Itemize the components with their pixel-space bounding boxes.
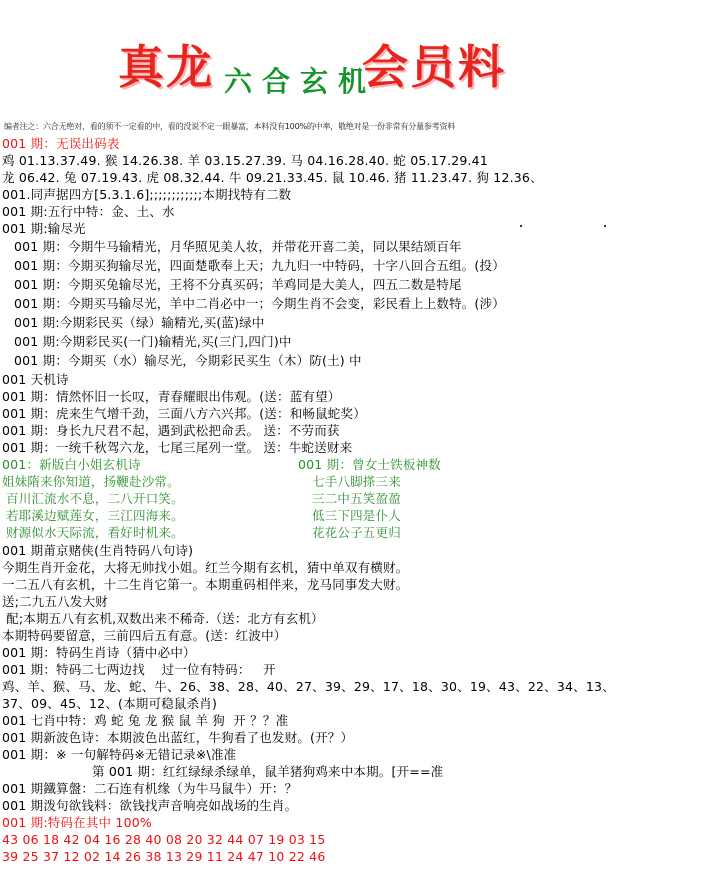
number-row-1: 43 06 18 42 04 16 28 40 08 20 32 44 07 19 03 15 [2, 832, 326, 847]
stray-dot [604, 225, 606, 227]
line-8: 001 期：今期买狗输尽光，四面楚歌奉上天；九九归一中特码，十字八回合五组。(投） [14, 258, 505, 273]
line-14: 001 天机诗 [2, 372, 69, 387]
line-16: 001 期：虎来生气增千劲，三面八方六兴邦。(送：和畅鼠蛇奖） [2, 406, 366, 421]
line-15: 001 期：情然怀旧一长叹，青春耀眼出伟观。(送：蓝有望） [2, 389, 341, 404]
line-33: 配;本期五八有玄机,双数出来不稀奇.（送：北方有玄机） [2, 611, 324, 626]
line-40: 001 期新波色诗：本期波色出蓝红，牛狗看了也发财。(开？） [2, 730, 354, 745]
poem-right-line-4: 花花公子五更归 [312, 525, 401, 540]
line-31: 一二五八有玄机，十二生肖它第一。本期重码相伴来，龙马同事发大财。 [2, 577, 409, 592]
line-35: 001 期：特码生肖诗（猜中必中） [2, 645, 196, 660]
line-32: 送;二九五八发大财 [2, 594, 109, 609]
line-17: 001 期：身长九尺君不起，遇到武松把命丢。 送：不劳而获 [2, 423, 340, 438]
poem-right-line-3: 低三下四是仆人 [312, 508, 401, 523]
poem-left-line-1: 姐妹隋来你知道，扬鞭赴沙常。 [2, 474, 180, 489]
line-6: 001 期:输尽光 [2, 221, 86, 236]
line-41: 001 期：※ 一句解特码※无错记录※\准准 [2, 747, 237, 762]
banner-middle-text: 六合玄机 [224, 65, 377, 98]
line-7: 001 期：今期牛马输精光，月华照见美人妆，并带花开喜二美，同以果结颂百年 [14, 239, 462, 254]
poem-left-line-4: 财源似水天际流，看好时机来。 [6, 525, 184, 540]
poem-right-line-2: 三二中五笑盈盈 [312, 491, 401, 506]
banner-right-text: 会员料 [362, 40, 506, 94]
poem-right-line-1: 七手八脚搽三来 [312, 474, 401, 489]
line-18: 001 期：一统千秋驾六龙，七尾三尾列一堂。 送：牛蛇送财来 [2, 440, 353, 455]
line-10: 001 期：今期买马输尽光，羊中二肖必中一；今期生肖不会变，彩民看上上数特。(涉） [14, 296, 505, 311]
line-1: 001 期：无误出码表 [2, 136, 120, 151]
line-45: 001 期:特码在其中 100% [2, 815, 152, 830]
line-4: 001.同声据四方[5.3.1.6];;;;;;;;;;;;本期找特有二数 [2, 187, 292, 202]
poem-left-line-3: 若耶溪边赋莲女，三江四海来。 [6, 508, 184, 523]
line-3: 龙 06.42. 兔 07.19.43. 虎 08.32.44. 牛 09.21.33.45. 鼠 10.46. 猪 11.23.47. 狗 12.36、 [2, 170, 543, 185]
line-36: 001 期：特码二七两边找 过一位有特码： 开 [2, 662, 276, 677]
line-34: 本期特码要留意，三前四后五有意。(送：红波中） [2, 628, 287, 643]
line-13: 001 期：今期买（水）输尽光，今期彩民买生（木）防(土) 中 [14, 353, 362, 368]
line-37: 鸡、羊、猴、马、龙、蛇、牛、26、38、28、40、27、39、29、17、18、30、19、43、22、34、13、 [2, 679, 615, 694]
line-38: 37、09、45、12、(本期可稳鼠杀肖) [2, 696, 218, 711]
line-5: 001 期:五行中特：金、土、水 [2, 204, 175, 219]
line-9: 001 期：今期买兔输尽光，王将不分真买码；羊鸡同是大美人，四五二数是特尾 [14, 277, 462, 292]
number-row-2: 39 25 37 12 02 14 26 38 13 29 11 24 47 10 22 46 [2, 849, 326, 864]
disclaimer: 编者注之：六合无绝对，看的须不一定看的中，看的没说不定一眼暴富，本料没有100%的中率，敬绝对是一份非常有分量参考资料 [4, 122, 456, 131]
line-43: 001 期鐵算盤：二石连有机缘（为牛马鼠牛）开：？ [2, 781, 298, 796]
title-banner [0, 0, 720, 116]
line-44: 001 期泼句欲钱料：欲钱找声音响亮如战场的生肖。 [2, 798, 298, 813]
banner-left-text: 真龙 [118, 40, 214, 94]
poem-left-line-2: 百川汇流水不息，二八开口笑。 [6, 491, 184, 506]
line-12: 001 期:今期彩民买(一门)输精光,买(三门,四门)中 [14, 334, 292, 349]
line-29: 001 期莆京赌侠(生肖特码八句诗) [2, 543, 194, 558]
line-11: 001 期:今期彩民买（绿）输精光,买(蓝)绿中 [14, 315, 265, 330]
line-39: 001 七肖中特：鸡 蛇 兔 龙 猴 鼠 羊 狗 开 ？？准 [2, 713, 289, 728]
poem-left-title: 001：新版白小姐玄机诗 [2, 457, 141, 472]
line-42: 第 001 期：红红绿绿杀绿单，鼠羊猪狗鸡来中本期。[开==准 [92, 764, 444, 779]
poem-right-title: 001 期：曾女士铁板神数 [298, 457, 441, 472]
line-30: 今期生肖开金花，大将无帅找小姐。红兰今期有玄机，猜中单双有横财。 [2, 560, 409, 575]
line-2: 鸡 01.13.37.49. 猴 14.26.38. 羊 03.15.27.39. 马 04.16.28.40. 蛇 05.17.29.41 [2, 153, 488, 168]
stray-dot [520, 225, 522, 227]
